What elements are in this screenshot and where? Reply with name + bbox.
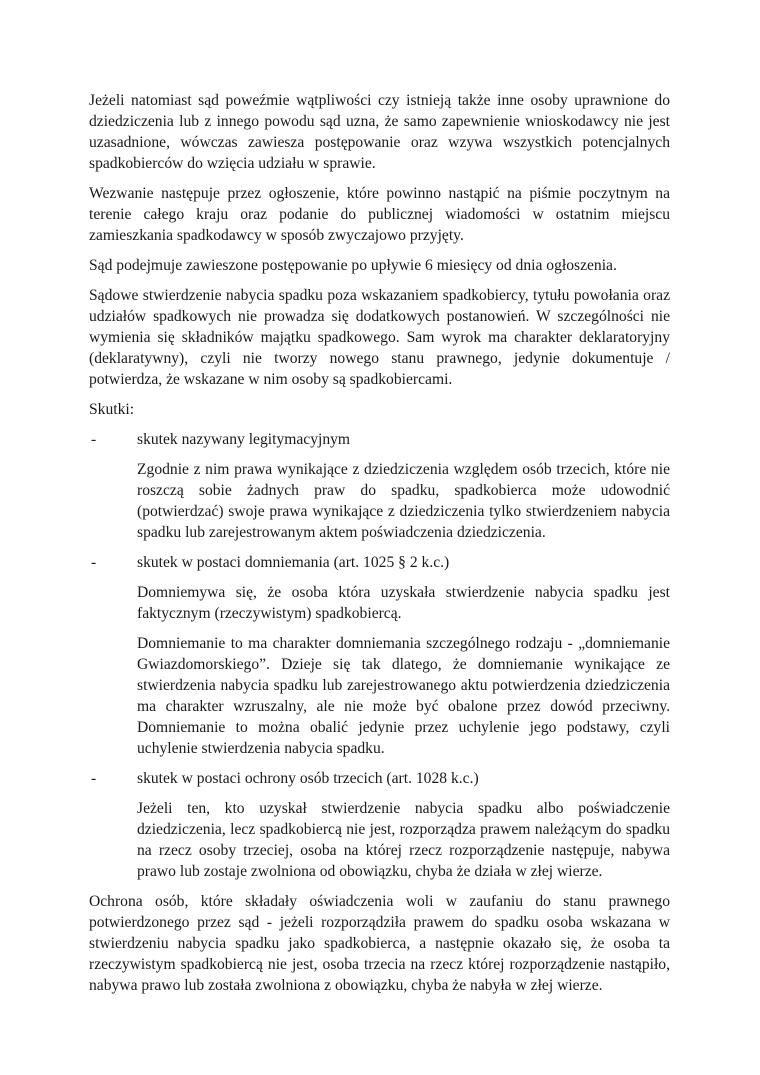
paragraph-intro-3: Sąd podejmuje zawieszone postępowanie po upływie 6 miesięcy od dnia ogłoszenia.: [89, 257, 617, 274]
effect-item-2: [89, 552, 670, 573]
effect-title: skutek w postaci domniemania (art. 1025 § 2 k.c.): [137, 554, 450, 571]
effect-paragraph: Zgodnie z nim prawa wynikające z dziedziczenia względem osób trzecich, które nie roszczą sobie żadnych praw do spadku, spadkobierca może udowodnić (potwierdzać) swoje prawa wynikające z dziedziczenia tylko stwierdzeniem nabycia spadku lub zarejestrowanym aktem poświadczenia dziedziczenia.: [137, 461, 670, 541]
bullet-dash: -: [91, 554, 97, 571]
effect-paragraph: Domniemywa się, że osoba która uzyskała stwierdzenie nabycia spadku jest faktycznym (rzeczywistym) spadkobiercą.: [137, 584, 670, 622]
effect-title: skutek nazywany legitymacyjnym: [137, 431, 351, 448]
paragraph-intro-4: Sądowe stwierdzenie nabycia spadku poza wskazaniem spadkobiercy, tytułu powołania oraz udziałów spadkowych nie prowadza się dodatkowych postanowień. W szczególności nie wymienia się składników majątku spadkowego. Sam wyrok ma charakter deklaratoryjny (deklaratywny), czyli nie tworzy nowego stanu prawnego, jedynie dokumentuje / potwierdza, że wskazane w nim osoby są spadkobiercami.: [89, 287, 670, 388]
bullet-dash: -: [91, 770, 97, 787]
effect-title: skutek w postaci ochrony osób trzecich (art. 1028 k.c.): [137, 770, 479, 787]
effect-item-1: [89, 429, 670, 450]
paragraph-intro-1: Jeżeli natomiast sąd poweźmie wątpliwości czy istnieją także inne osoby uprawnione do dziedziczenia lub z innego powodu sąd uzna, że samo zapewnienie wnioskodawcy nie jest uzasadnione, wówczas zawiesza postępowanie oraz wzywa wszystkich potencjalnych spadkobierców do wzięcia udziału w sprawie.: [89, 92, 670, 172]
effect-paragraph: Jeżeli ten, kto uzyskał stwierdzenie nabycia spadku albo poświadczenie dziedziczenia, lecz spadkobiercą nie jest, rozporządza prawem należącym do spadku na rzecz osoby trzeciej, osoba na której rzecz rozporządzenie następuje, nabywa prawo lub zostaje zwolniona od obowiązku, chyba że działa w złej wierze.: [137, 800, 670, 880]
bullet-dash: -: [91, 431, 97, 448]
document-page: [89, 90, 670, 1005]
closing-paragraph: Ochrona osób, które składały oświadczenia woli w zaufaniu do stanu prawnego potwierdzonego przez sąd - jeżeli rozporządziła prawem do spadku osoba wskazana w stwierdzeniu nabycia spadku jako spadkobierca, a następnie okazało się, że osoba ta rzeczywistym spadkobiercą nie jest, osoba trzecia na rzecz której rozporządzenie nastąpiło, nabywa prawo lub została zwolniona z obowiązku, chyba że nabyła w złej wierze.: [89, 893, 670, 994]
skutki-heading: Skutki:: [89, 401, 135, 418]
effect-paragraph: Domniemanie to ma charakter domniemania szczególnego rodzaju - „domniemanie Gwiazdomorskiego”. Dzieje się tak dlatego, że domniemanie wynikające ze stwierdzenia nabycia spadku lub zarejestrowanego aktu potwierdzenia dziedziczenia ma charakter wzruszalny, ale nie może być obalone przez dowód przeciwny. Domniemanie to można obalić jedynie przez uchylenie jego podstawy, czyli uchylenie stwierdzenia nabycia spadku.: [137, 635, 670, 757]
paragraph-intro-2: Wezwanie następuje przez ogłoszenie, które powinno nastąpić na piśmie poczytnym na terenie całego kraju oraz podanie do publicznej wiadomości w ostatnim miejscu zamieszkania spadkodawcy w sposób zwyczajowo przyjęty.: [89, 185, 670, 244]
effect-item-3: [89, 768, 670, 789]
